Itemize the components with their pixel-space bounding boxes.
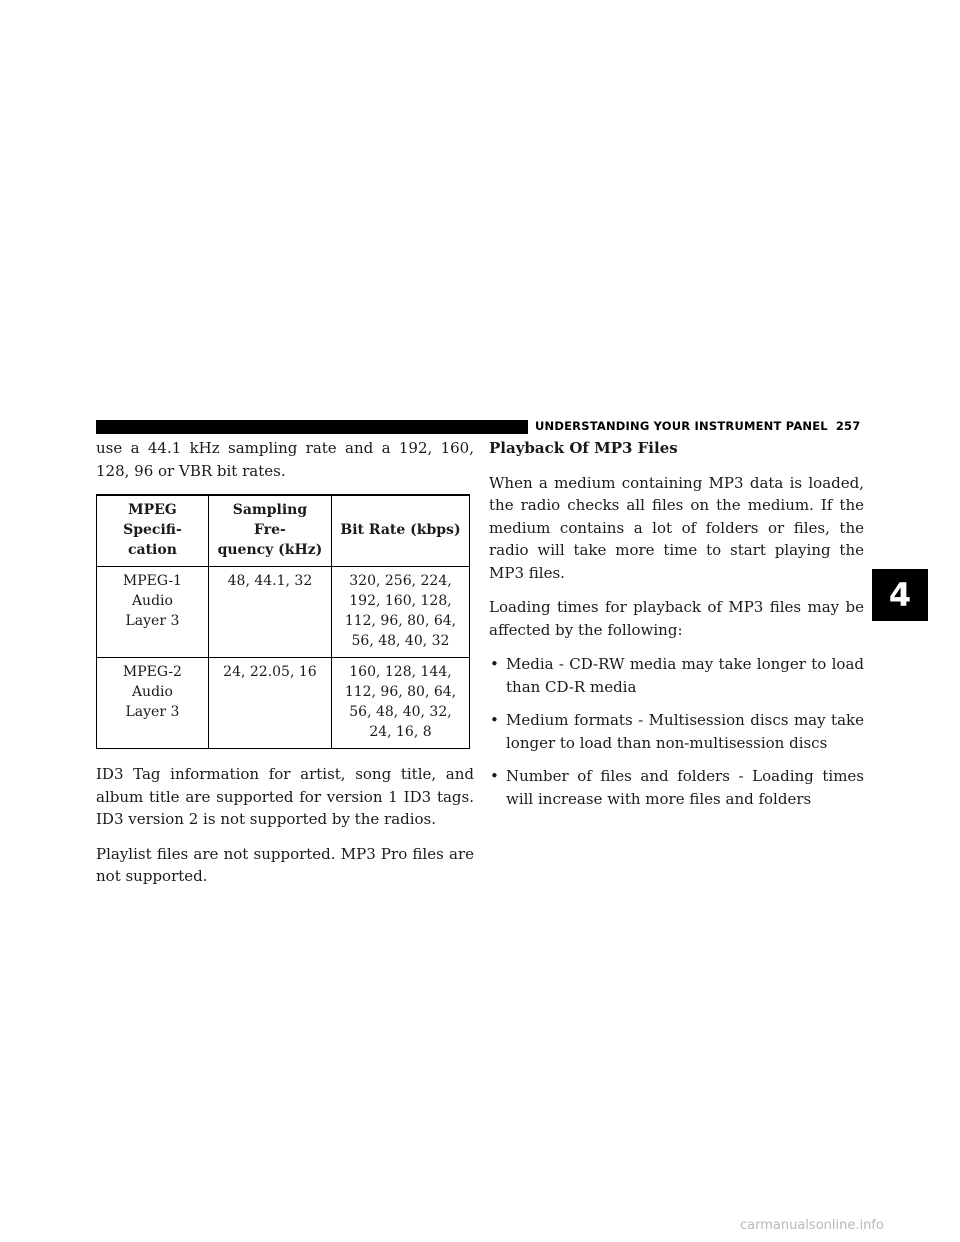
mpeg-spec-table: [96, 494, 470, 749]
table-row: [97, 658, 470, 749]
cell-sampling-frequency: 24, 22.05, 16: [208, 658, 331, 749]
playback-paragraph: When a medium containing MP3 data is loaded, the radio checks all files on the medium. If the medium contains a lot of folders or files, the radio will take more time to start playing the MP3 files.: [489, 473, 864, 582]
table-row: [97, 567, 470, 658]
right-column: [489, 437, 864, 821]
section-heading: Playback Of MP3 Files: [489, 439, 678, 457]
cell-bit-rate: 320, 256, 224, 192, 160, 128, 112, 96, 80, 64, 56, 48, 40, 32: [331, 567, 469, 658]
bullet-icon: •: [490, 767, 499, 785]
list-item-text: Number of files and folders - Loading times will increase with more files and folders: [506, 767, 864, 808]
running-header: [535, 419, 860, 433]
watermark: carmanualsonline.info: [740, 1218, 884, 1233]
list-item: [489, 709, 864, 754]
table-header-row: [97, 495, 470, 567]
list-item: [489, 765, 864, 810]
header-mpeg-specification: MPEG Specifi- cation: [97, 495, 209, 567]
left-column: [96, 437, 474, 900]
list-item-text: Medium formats - Multisession discs may take longer to load than non-multisession discs: [506, 711, 864, 752]
header-sampling-frequency: Sampling Fre- quency (kHz): [208, 495, 331, 567]
bullet-icon: •: [490, 655, 499, 673]
section-title: UNDERSTANDING YOUR INSTRUMENT PANEL: [535, 419, 828, 433]
page-number: 257: [835, 419, 861, 433]
playlist-paragraph: Playlist files are not supported. MP3 Pro files are not supported.: [96, 844, 474, 885]
cell-bit-rate: 160, 128, 144, 112, 96, 80, 64, 56, 48, 40, 32, 24, 16, 8: [331, 658, 469, 749]
cell-specification: MPEG-2 Audio Layer 3: [97, 658, 209, 749]
list-item: [489, 653, 864, 698]
loading-times-paragraph: Loading times for playback of MP3 files may be affected by the following:: [489, 598, 864, 639]
id3-paragraph: ID3 Tag information for artist, song title, and album title are supported for version 1 ID3 tags. ID3 version 2 is not supported by the radios.: [96, 765, 474, 828]
bullet-icon: •: [490, 711, 499, 729]
loading-factors-list: [489, 653, 864, 810]
intro-paragraph: use a 44.1 kHz sampling rate and a 192, 160, 128, 96 or VBR bit rates.: [96, 439, 474, 480]
list-item-text: Media - CD-RW media may take longer to load than CD-R media: [506, 655, 864, 696]
header-bit-rate: Bit Rate (kbps): [331, 495, 469, 567]
cell-specification: MPEG-1 Audio Layer 3: [97, 567, 209, 658]
chapter-tab: 4: [872, 569, 928, 621]
cell-sampling-frequency: 48, 44.1, 32: [208, 567, 331, 658]
header-rule: [96, 420, 528, 434]
